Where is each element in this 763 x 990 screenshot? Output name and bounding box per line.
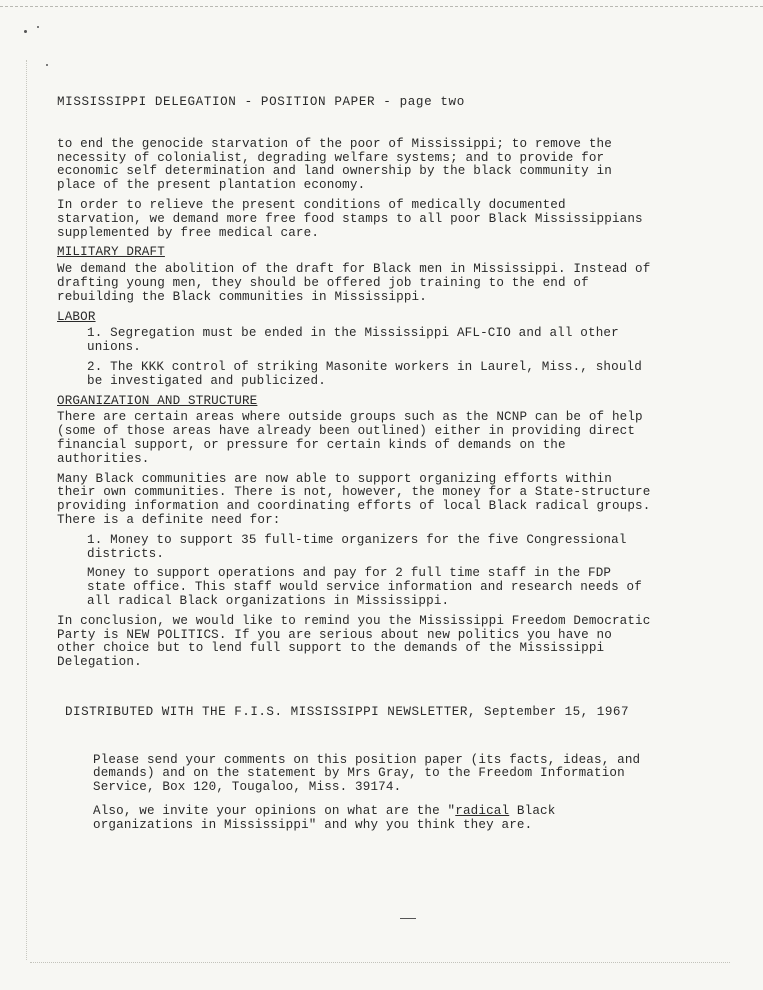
organization-paragraph: There are certain areas where outside groups such as the NCNP can be of help (some of those areas have already been outlined) either in providing direct financial support, or pressure for certain kinds of demands on the authorities. [57,410,643,466]
starvation-paragraph: In order to relieve the present conditions of medically documented starvation, we demand more free food stamps to all poor Black Mississippians supplemented by free medical care. [57,197,643,240]
invite-text-start: Also, we invite your opinions on what are the " [93,804,456,819]
need-item: 1. Money to support 35 full-time organizers for the five Congressional districts. [87,532,627,561]
invite-note [93,805,657,833]
section-heading-labor: LABOR [57,309,96,324]
need-item: Money to support operations and pay for 2 full time staff in the FDP state office. This staff would service information and research needs of all radical Black organizations in Mississippi. [87,566,642,608]
page-edge-left [26,60,27,960]
distribution-line: DISTRIBUTED WITH THE F.I.S. MISSISSIPPI NEWSLETTER, September 15, 1967 [65,704,630,719]
page-edge-bottom [30,962,730,963]
invite-text-end: Black organizations in Mississippi" and why you think they are. [93,804,556,832]
scan-speck [37,26,39,28]
military-draft-paragraph: We demand the abolition of the draft for Black men in Mississippi. Instead of drafting young men, they should be offered job training to the end of rebuilding the Black communities in Mississippi. [57,262,651,304]
labor-item: 1. Segregation must be ended in the Mississippi AFL-CIO and all other unions. [87,326,619,355]
section-heading-organization: ORGANIZATION AND STRUCTURE [57,393,258,408]
page-header: MISSISSIPPI DELEGATION - POSITION PAPER - page two [57,95,465,109]
organization-paragraph: Many Black communities are now able to support organizing efforts within their own communities. There is not, however, the money for a State-structure providing information and coordinating efforts of local Black radical groups. There is a definite need for: [57,471,651,527]
scan-speck [24,30,27,33]
labor-item: 2. The KKK control of striking Masonite workers in Laurel, Miss., should be investigated and publicized. [87,359,642,388]
scan-speck [46,64,48,66]
conclusion-paragraph: In conclusion, we would like to remind you the Mississippi Freedom Democratic Party is NEW POLITICS. If you are serious about new politics you have no other choice but to lend full support to the demands of the Mississippi Delegation. [57,613,651,670]
document-body [57,96,657,843]
section-heading-military-draft: MILITARY DRAFT [57,245,165,260]
intro-paragraph: to end the genocide starvation of the poor of Mississippi; to remove the necessity of colonialist, degrading welfare systems; and to provide for economic self determination and land ownership by the black community in place of the present plantation economy. [57,136,612,193]
comments-note: Please send your comments on this position paper (its facts, ideas, and demands) and on the statement by Mrs Gray, to the Freedom Information Service, Box 120, Tougaloo, Miss. 39174. [93,752,641,795]
invite-underlined-word: radical [455,804,510,819]
scan-dash-mark [400,918,416,919]
page-edge-top [0,6,763,7]
